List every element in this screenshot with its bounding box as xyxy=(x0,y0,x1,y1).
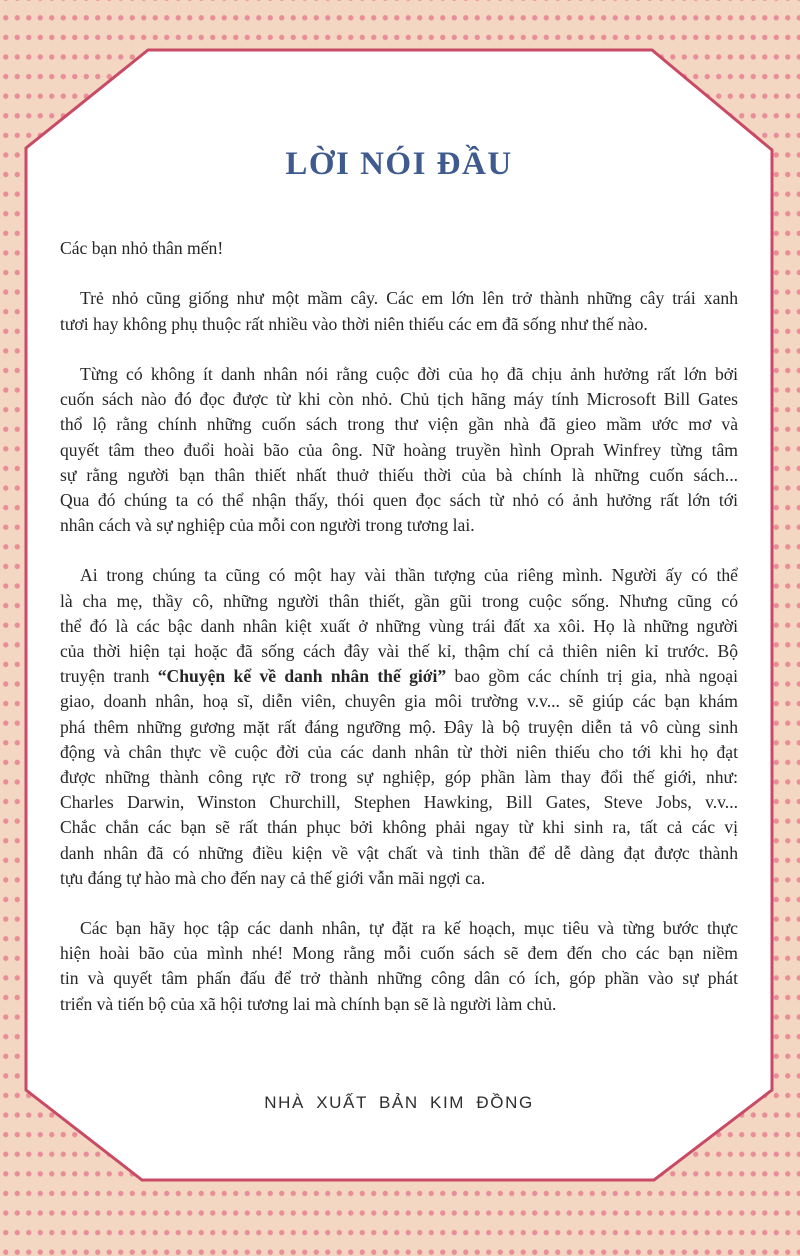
series-title-line xyxy=(60,664,738,689)
series-title: “Chuyện kể về danh nhân thế giới” xyxy=(157,666,447,687)
text-line: Charles Darwin, Winston Churchill, Stephen Hawking, Bill Gates, Steve Jobs, v.v... xyxy=(60,792,738,813)
text-line: tựu đáng tự hào mà cho đến nay cả thế giới vẫn mãi ngợi ca. xyxy=(60,867,486,888)
publisher-signature: NHÀ XUẤT BẢN KIM ĐỒNG xyxy=(264,1093,534,1112)
text-line: Các bạn hãy học tập các danh nhân, tự đặt ra kế hoạch, mục tiêu và từng bước thực xyxy=(80,918,738,939)
text-line: thổ lộ rằng chính những cuốn sách trong thư viện gần nhà đã gieo mầm ước mơ và xyxy=(60,414,738,435)
text-line: Ai trong chúng ta cũng có một hay vài thần tượng của riêng mình. Người ấy có thể xyxy=(80,565,738,586)
text-line: sự rằng người bạn thân thiết nhất thuở thiếu thời của bà chính là những cuốn sách... xyxy=(60,464,738,485)
text-line: hiện hoài bão của mình nhé! Mong rằng mỗi cuốn sách sẽ đem đến cho các bạn niềm xyxy=(60,943,738,964)
text-line: Trẻ nhỏ cũng giống như một mầm cây. Các em lớn lên trở thành những cây trái xanh xyxy=(80,288,738,309)
paragraph-4 xyxy=(60,916,738,1017)
text-line: Qua đó chúng ta có thể nhận thấy, thói quen đọc sách từ nhỏ có ảnh hưởng rất lớn tới xyxy=(60,489,738,510)
preface-body xyxy=(60,236,738,1042)
text-line: nhân cách và sự nghiệp của mỗi con người trong tương lai. xyxy=(60,515,475,536)
text-line: quyết tâm theo đuổi hoài bão của ông. Nữ hoàng truyền hình Oprah Winfrey từng tâm xyxy=(60,439,738,460)
text-line: tươi hay không phụ thuộc rất nhiều vào thời niên thiếu các em đã sống như thế nào. xyxy=(60,313,648,334)
page-title: LỜI NÓI ĐẦU xyxy=(285,146,513,182)
paragraph-1 xyxy=(60,286,738,336)
series-line-after: bao gồm các chính trị gia, nhà ngoại xyxy=(446,666,739,687)
text-line: động và chân thực về cuộc đời của các danh nhân từ thời niên thiếu cho tới khi họ đạt xyxy=(60,741,738,762)
text-line: Chắc chắn các bạn sẽ rất thán phục bởi không phải ngay từ khi sinh ra, tất cả các vị xyxy=(60,817,738,838)
paragraph-2 xyxy=(60,362,738,538)
series-line-before: truyện tranh xyxy=(60,666,158,687)
text-line: phá thêm những gương mặt rất đáng ngưỡng mộ. Đây là bộ truyện diễn tả vô cùng sinh xyxy=(60,716,738,737)
text-line: của thời hiện tại hoặc đã sống cách đây vài thế kỉ, thậm chí cả thiên niên kỉ trước. Bộ xyxy=(60,641,738,661)
text-line: là cha mẹ, thầy cô, những người thân thiết, gần gũi trong cuộc sống. Nhưng cũng có xyxy=(60,590,738,611)
text-line: được những thành công rực rỡ trong sự nghiệp, góp phần làm thay đổi thế giới, như: xyxy=(60,766,738,787)
text-line: giao, doanh nhân, hoạ sĩ, diễn viên, chuyên gia môi trường v.v... sẽ giúp các bạn khám xyxy=(60,691,738,712)
text-line: Từng có không ít danh nhân nói rằng cuộc đời của họ đã chịu ảnh hưởng rất lớn bởi xyxy=(80,363,738,384)
text-line: thể đó là các bậc danh nhân kiệt xuất ở những vùng trái đất xa xôi. Họ là những người xyxy=(60,615,738,636)
text-line: danh nhân đã có những điều kiện về vật chất và tinh thần để dễ dàng đạt được thành xyxy=(60,842,738,863)
greeting-line: Các bạn nhỏ thân mến! xyxy=(60,238,224,258)
text-line: triển và tiến bộ của xã hội tương lai mà chính bạn sẽ là người làm chủ. xyxy=(60,993,557,1014)
greeting xyxy=(60,236,738,261)
text-line: cuốn sách nào đó đọc được từ khi còn nhỏ. Chủ tịch hãng máy tính Microsoft Bill Gates xyxy=(60,389,738,410)
text-line: tin và quyết tâm phấn đấu để trở thành những công dân có ích, góp phần vào sự phát xyxy=(60,968,738,989)
paragraph-3 xyxy=(60,563,738,890)
